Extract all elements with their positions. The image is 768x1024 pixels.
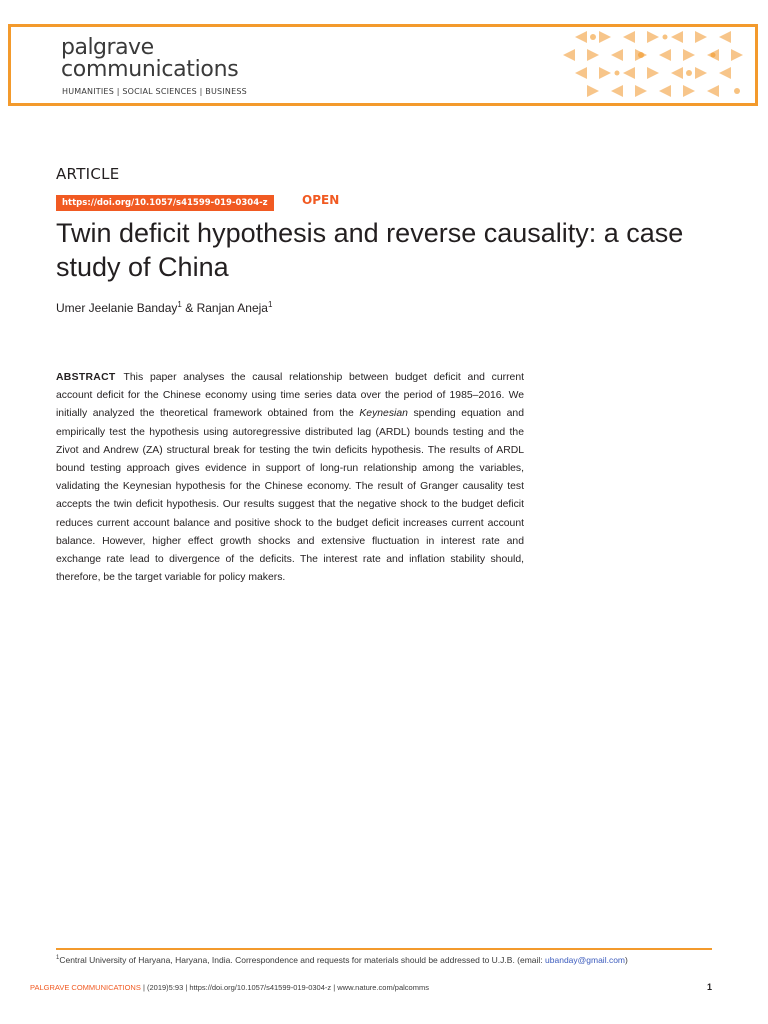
header-pattern-icon — [555, 27, 755, 103]
affiliation-footnote — [56, 955, 716, 965]
abstract-text-part1: This paper analyses the causal relationship between budget deficit and current account deficit for the Chinese economy using time series data over the period of 1985–2016. We initially analyzed the theoretical framework obtained from the — [56, 372, 524, 420]
article-type: ARTICLE — [56, 165, 120, 183]
author-affiliation-marker: 1 — [267, 300, 273, 309]
author-name: Ranjan Aneja — [196, 301, 268, 315]
footnote-close: ) — [625, 955, 628, 965]
page-number: 1 — [706, 982, 712, 992]
footer-journal-name: PALGRAVE COMMUNICATIONS — [30, 983, 141, 992]
journal-brand-line1: palgrave — [61, 35, 154, 60]
author-separator: & — [185, 301, 194, 315]
author-list — [56, 300, 272, 315]
abstract — [56, 369, 524, 587]
author-name: Umer Jeelanie Banday — [56, 301, 178, 315]
journal-header — [8, 24, 758, 106]
footnote-marker: 1 — [56, 955, 60, 962]
author-affiliation-marker: 1 — [177, 300, 182, 309]
article-title: Twin deficit hypothesis and reverse causality: a case study of China — [56, 218, 684, 282]
abstract-italic: Keynesian — [359, 408, 408, 420]
doi-link[interactable]: https://doi.org/10.1057/s41599-019-0304-z — [56, 195, 274, 211]
page-footer — [30, 983, 429, 992]
abstract-label: ABSTRACT — [56, 372, 116, 383]
footnote-divider — [56, 948, 712, 950]
footnote-text: Central University of Haryana, Haryana, India. Correspondence and requests for materials should be addressed to U.J.B. (email: — [59, 955, 546, 965]
journal-tagline: HUMANITIES | SOCIAL SCIENCES | BUSINESS — [62, 87, 247, 96]
correspondence-email-link[interactable]: ubanday@gmail.com — [545, 955, 626, 965]
open-access-badge: OPEN — [302, 193, 340, 207]
abstract-text-part2: spending equation and empirically test the hypothesis using autoregressive distributed lag (ARDL) bounds testing and the Zivot and Andrew (ZA) structural break for testing the twin deficits hypothesis. The results of ARDL bound testing approach gives evidence in support of long-run relationship among the variables, validating the Keynesian hypothesis for the Chinese economy. The result of Granger causality test accepts the twin deficit hypothesis. Our results suggest that the negative shock to the budget deficit reduces current account balance and positive shock to the budget deficit increases current account balance. However, higher effect growth shocks and extensive fluctuation in interest rate and exchange rate lead to divergence of the deficits. The interest rate and inflation stability should, therefore, be the target variable for policy makers. — [56, 408, 524, 584]
journal-brand-line2: communications — [61, 57, 239, 82]
footer-citation: | (2019)5:93 | https://doi.org/10.1057/s41599-019-0304-z | www.nature.com/palcomms — [140, 983, 429, 992]
